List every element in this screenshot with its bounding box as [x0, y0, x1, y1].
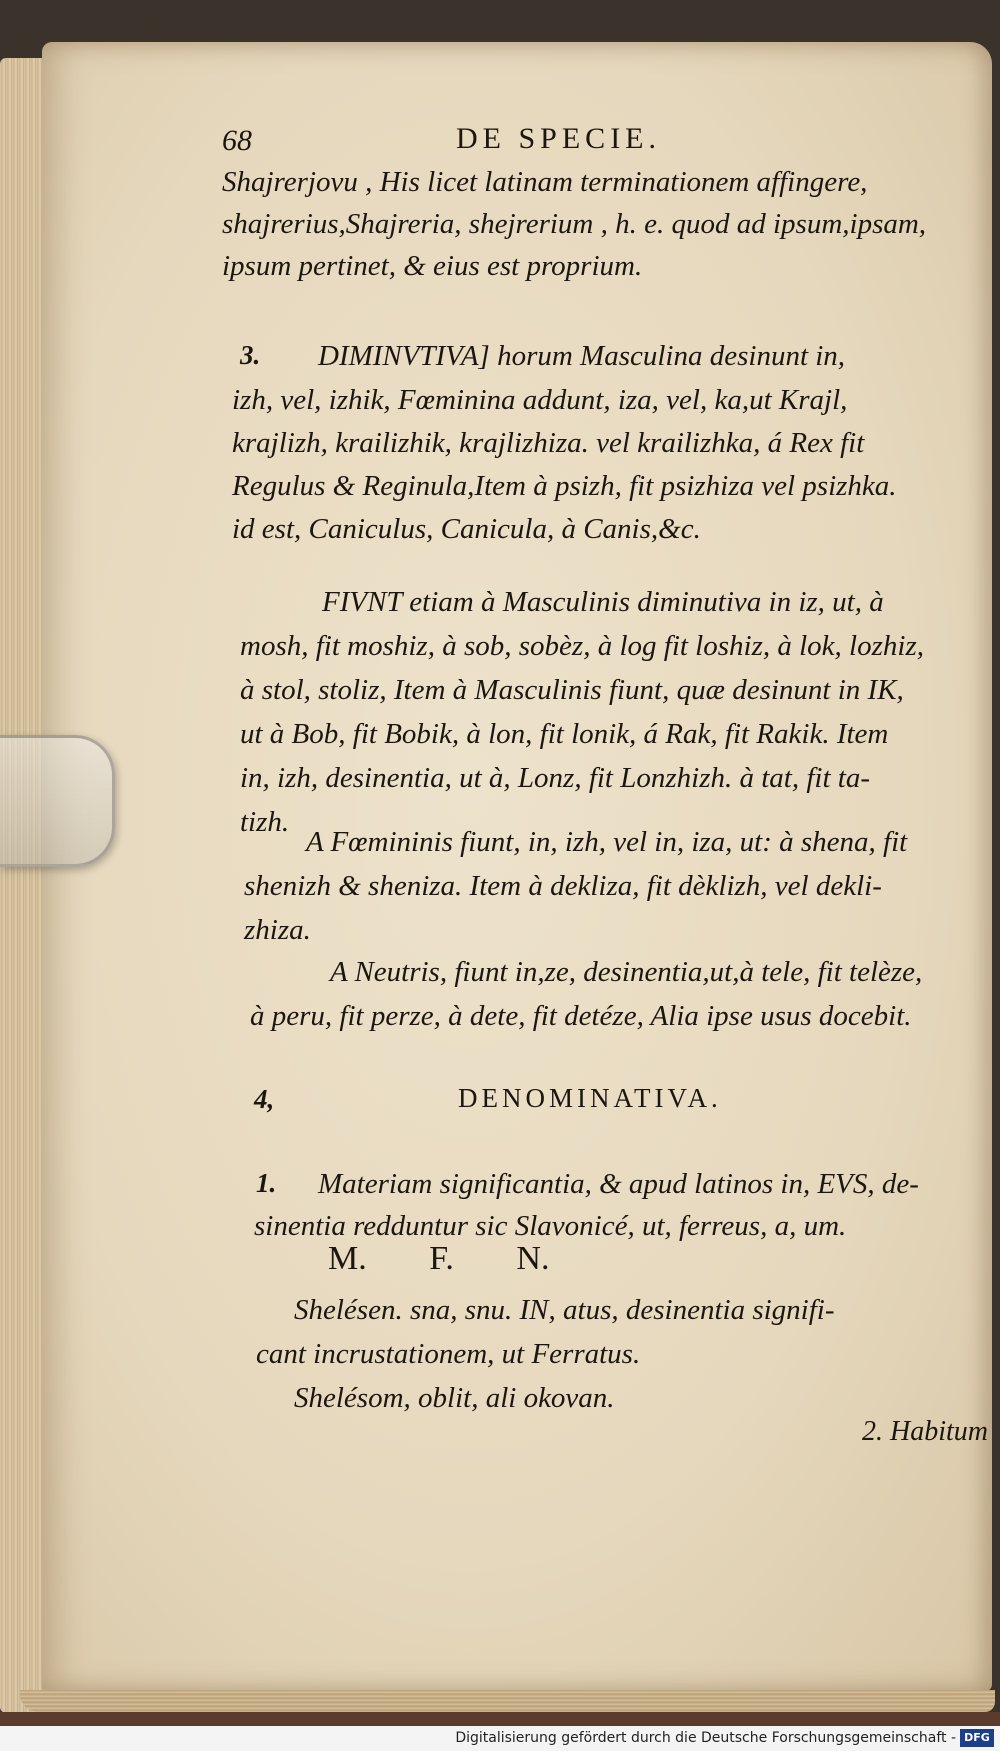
dfg-logo: DFG [960, 1729, 994, 1747]
fiunt-line-3: à stol, stoliz, Item à Masculinis fiunt, quæ desinunt in IK, [240, 674, 904, 706]
fiunt-line-2: mosh, fit moshiz, à sob, sobèz, à log fit loshiz, à lok, lozhiz, [240, 630, 924, 662]
item-1-line-1: Materiam significantia, & apud latinos in, EVS, de- [318, 1168, 919, 1200]
section-4-heading: DENOMINATIVA. [458, 1083, 722, 1113]
neutris-line-2: à peru, fit perze, à dete, fit detéze, Alia ipse usus docebit. [250, 1000, 912, 1032]
foeminis-line-1: A Fœmininis fiunt, in, izh, vel in, iza, ut: à shena, fit [306, 826, 908, 858]
fiunt-line-5: in, izh, desinentia, ut à, Lonz, fit Lonzhizh. à tat, fit ta- [240, 762, 870, 794]
intro-line-3: ipsum pertinet, & eius est proprium. [222, 250, 643, 282]
item-1-number: 1. [256, 1168, 277, 1198]
fiunt-line-6: tizh. [240, 806, 290, 838]
intro-line-1: Shajrerjovu , His licet latinam terminationem affingere, [222, 166, 868, 198]
catchword: 2. Habitum [862, 1416, 988, 1447]
shelesen-line-3: Shelésom, oblit, ali okovan. [294, 1382, 615, 1414]
fiunt-line-1: FIVNT etiam à Masculinis diminutiva in iz, ut, à [322, 586, 884, 618]
glass-page-weight [0, 735, 115, 867]
item-1-line-2: sinentia redduntur sic Slavonicé, ut, ferreus, a, um. [254, 1210, 847, 1242]
digitization-credit: Digitalisierung gefördert durch die Deutsche Forschungsgemeinschaft - [455, 1730, 956, 1746]
book-page-edges [0, 58, 48, 1713]
foeminis-line-2: shenizh & sheniza. Item à dekliza, fit dèklizh, vel dekli- [244, 870, 882, 902]
section-3-line-1: DIMINVTIVA] horum Masculina desinunt in, [318, 340, 846, 372]
book-bottom-edge [20, 1690, 995, 1712]
section-4-number: 4, [254, 1084, 275, 1114]
running-head: DE SPECIE. [456, 122, 662, 155]
section-3-line-3: krajlizh, krailizhik, krajlizhiza. vel krailizhka, á Rex fit [232, 427, 865, 459]
section-3-line-5: id est, Caniculus, Canicula, à Canis,&c. [232, 513, 701, 545]
intro-line-2: shajrerius,Shajreria, shejrerium , h. e. quod ad ipsum,ipsam, [222, 208, 927, 240]
book-cover-edge [0, 1712, 1000, 1726]
shelesen-line-2: cant incrustationem, ut Ferratus. [256, 1338, 641, 1370]
section-3-line-2: izh, vel, izhik, Fœminina addunt, iza, vel, ka,ut Krajl, [232, 384, 848, 416]
gender-labels: M. F. N. [328, 1240, 550, 1277]
section-3-line-4: Regulus & Reginula,Item à psizh, fit psizhiza vel psizhka. [232, 470, 897, 502]
fiunt-line-4: ut à Bob, fit Bobik, à lon, fit lonik, á Rak, fit Rakik. Item [240, 718, 889, 750]
page-number: 68 [222, 124, 252, 157]
shelesen-line-1: Shelésen. sna, snu. IN, atus, desinentia signifi- [294, 1294, 835, 1326]
section-3-number: 3. [240, 340, 261, 370]
neutris-line-1: A Neutris, fiunt in,ze, desinentia,ut,à tele, fit telèze, [330, 956, 923, 988]
foeminis-line-3: zhiza. [244, 914, 311, 946]
